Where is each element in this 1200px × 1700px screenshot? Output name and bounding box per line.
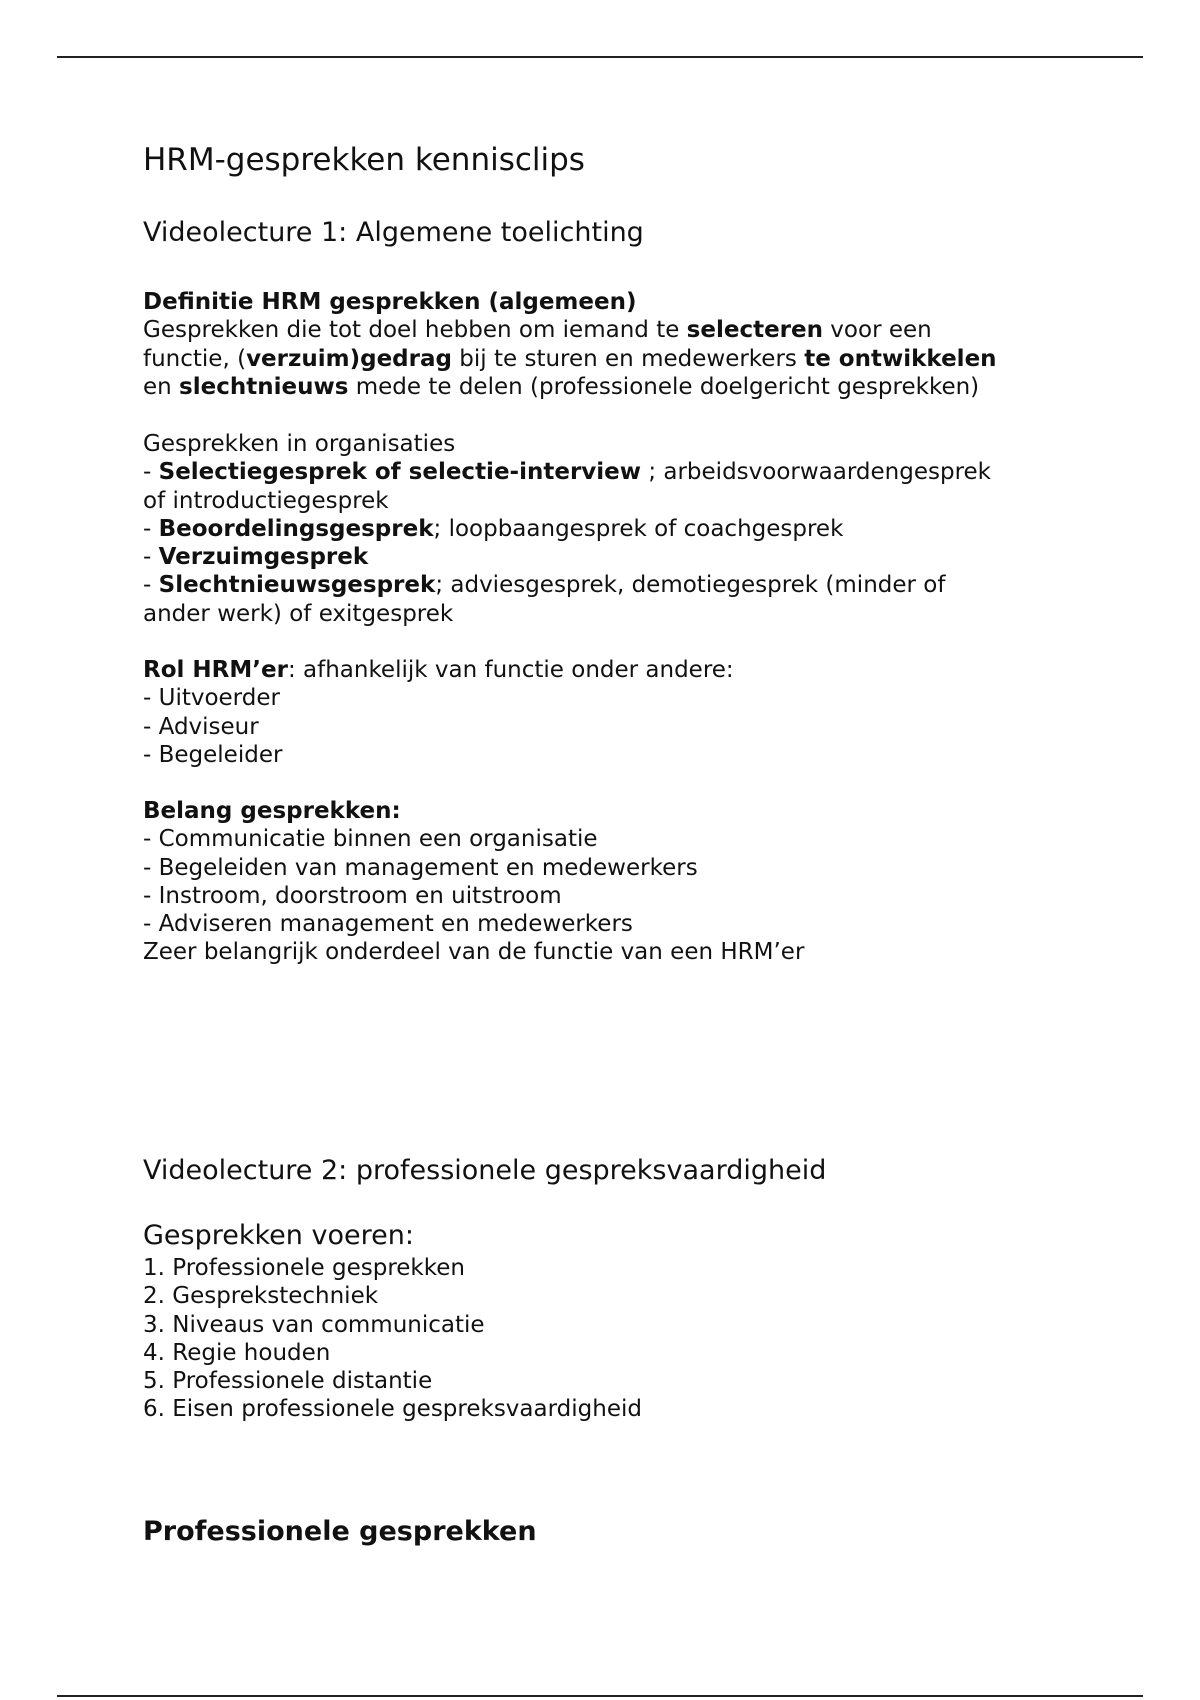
role-block <box>143 656 734 769</box>
list-item: - Communicatie binnen een organisatie <box>143 826 598 853</box>
bottom-rule <box>57 1695 1143 1697</box>
definition-line-3: en slechtnieuws mede te delen (professionele doelgericht gesprekken) <box>143 373 980 400</box>
list-item: - Slechtnieuwsgesprek; adviesgesprek, demotiegesprek (minder of <box>143 572 946 599</box>
list-item: 1. Professionele gesprekken <box>143 1255 465 1281</box>
definition-heading: Definitie HRM gesprekken (algemeen) <box>143 289 637 315</box>
lecture2-list <box>143 1254 642 1424</box>
organisations-block <box>143 430 991 628</box>
top-rule <box>57 56 1143 58</box>
list-item: 2. Gesprekstechniek <box>143 1283 379 1310</box>
definition-block <box>143 288 997 401</box>
list-item-continuation: of introductiegesprek <box>143 487 389 514</box>
list-item: - Adviseren management en medewerkers <box>143 911 633 938</box>
list-item: 5. Professionele distantie <box>143 1368 433 1395</box>
list-item: - Beoordelingsgesprek; loopbaangesprek of coachgesprek <box>143 515 844 542</box>
list-item: - Begeleider <box>143 741 283 768</box>
list-item: 4. Regie houden <box>143 1339 331 1366</box>
list-item: - Adviseur <box>143 713 259 740</box>
organisations-heading: Gesprekken in organisaties <box>143 431 456 457</box>
lecture1-heading: Videolecture 1: Algemene toelichting <box>143 217 644 248</box>
list-item: - Instroom, doorstroom en uitstroom <box>143 882 562 909</box>
lecture2-heading: Videolecture 2: professionele gespreksvaardigheid <box>143 1155 827 1186</box>
role-label: Rol HRM’er: afhankelijk van functie onder andere: <box>143 657 734 683</box>
lecture2-subheading: Gesprekken voeren: <box>143 1220 414 1251</box>
list-item: 6. Eisen professionele gespreksvaardigheid <box>143 1396 642 1423</box>
list-item: - Selectiegesprek of selectie-interview ; arbeidsvoorwaardengesprek <box>143 459 992 486</box>
importance-block <box>143 797 804 967</box>
definition-line-1: Gesprekken die tot doel hebben om iemand te selecteren voor een <box>143 317 932 344</box>
section-heading: Professionele gesprekken <box>143 1516 537 1547</box>
list-item-continuation: ander werk) of exitgesprek <box>143 600 454 627</box>
importance-heading: Belang gesprekken: <box>143 798 401 824</box>
list-item: 3. Niveaus van communicatie <box>143 1311 485 1338</box>
definition-line-2: functie, (verzuim)gedrag bij te sturen en medewerkers te ontwikkelen <box>143 345 997 372</box>
document-title: HRM-gesprekken kennisclips <box>143 142 585 178</box>
list-item: - Verzuimgesprek <box>143 544 369 571</box>
list-item: - Uitvoerder <box>143 685 280 712</box>
importance-closing: Zeer belangrijk onderdeel van de functie van een HRM’er <box>143 939 805 966</box>
list-item: - Begeleiden van management en medewerkers <box>143 854 698 881</box>
